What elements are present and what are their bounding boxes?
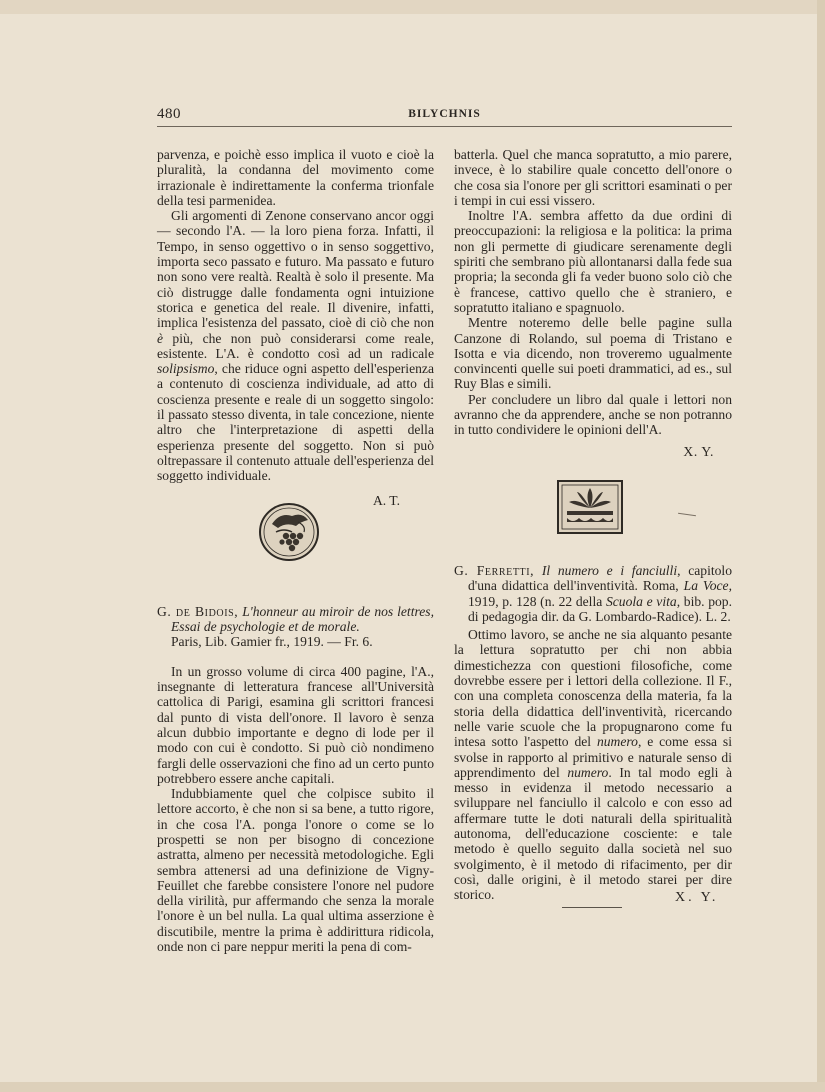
end-signature: X. Y. [675, 890, 719, 905]
paragraph [454, 627, 732, 902]
page-edge-right [817, 0, 825, 1092]
end-rule [562, 907, 622, 908]
italic-word: La Voce [683, 578, 729, 594]
italic-word: numero [596, 734, 638, 750]
palmette-ornament-icon [555, 478, 625, 536]
signature: A. T. [372, 492, 400, 508]
paragraph: batterla. Quel che manca sopratutto, a mio parere, invece, è lo stabilire quale concetto dell'onore o che cosa sia l'onore per gli scrittori esaminati o per i tempi in cui essi vissero. [454, 147, 732, 208]
text-run: Gli argomenti di Zenone conservano ancor oggi — secondo l'A. — la loro piena forza. Infatti, il Tempo, in senso oggettivo o in senso soggettivo, importa seco passato e futuro. Ma passato e futuro non sono vere realtà. Realtà è solo il presente. Ma ciò distrugge dalle fondamenta ogni intuizione storica e genetica del reale. Il divenire, infatti, implica l'esistenza del passato, cioè di ciò che non [157, 208, 434, 331]
grapes-ornament-icon [258, 502, 320, 562]
text-run: , e come essa si svolse in rapporto al primitivo e naturale senso di apprendimento del [454, 734, 732, 780]
review-publisher: Paris, Lib. Gamier fr., 1919. — Fr. 6. [171, 634, 373, 650]
review-title: L'honneur au miroir de nos lettres, Essai de psychologie et de morale. [171, 603, 434, 635]
text-run: più, che non può considerarsi come reale, esistente. L'A. è condotto così ad un radicale [157, 330, 434, 361]
page-number: 480 [157, 106, 181, 122]
italic-word: Scuola e vita [605, 593, 677, 609]
review-citation [157, 604, 434, 650]
page-edge-top [0, 0, 825, 14]
review-author: G. de Bidois, [157, 603, 239, 619]
paragraph: Indubbiamente quel che colpisce subito il lettore accorto, è che non si sa bene, a tutto rigore, in che cosa l'A. ponga l'onore o come se lo prospetti se non per bisogno di concezione astratta, almeno per necessità metodologiche. Egli sembra attenersi ad una definizione de Vigny-Feuillet che farebbe consistere l'onore nel pudore della virilità, pur affermando che senza la morale l'onore è un bel nulla. La qual ultima asserzione è discutibile, mentre la prima è addirittura ridicola, onde non ci pare neppur meriti la pena di com- [157, 786, 434, 955]
review-title: Il numero e i fanciulli [541, 562, 678, 578]
text-run: , capitolo d'una didattica dell'inventività. Roma, [468, 562, 732, 594]
journal-title: BILYCHNIS [408, 108, 481, 120]
paragraph: Inoltre l'A. sembra affetto da due ordini di preoccupazioni: la religiosa e la politica: la prima non gli permette di giudicare serenamente degli spiriti che sembrano più allontanarsi dalla fede sua propria; la seconda gli fa veder buono solo ciò che è francese, cattivo quello che è straniero, e sopratutto italiano e spagnuolo. [454, 208, 732, 315]
running-head [157, 106, 732, 126]
header-rule [157, 126, 732, 127]
signature: X. Y. [683, 443, 714, 459]
page-edge-bottom [0, 1082, 825, 1092]
text-run: . In tal modo egli à messo in evidenza il metodo necessario a sviluppare nel fanciullo il calcolo e con esso ad affermare tutte le doti naturali della spiritualità autonoma, dell'educazione cosciente: e tale metodo è quello seguito dalla società nel suo svolgimento, è il metodo di rifacimento, per dir così, dalle origini, è il metodo starei per dire storico. [454, 764, 732, 903]
text-run: Ottimo lavoro, se anche ne sia alquanto pesante la lettura sopratutto per chi non abbia dimestichezza con questioni filosofiche, come dovrebbe essere per i lettori della collezione. Il F., con una completa conoscenza della materia, fa la storia della didattica dell'inventività, ricercando nelle varie scuole che la propugnarono come fu intesa sotto l'aspetto del [454, 627, 732, 750]
italic-word: è [157, 330, 164, 346]
italic-word: numero [567, 764, 609, 780]
text-run: , bib. pop. di pedagogia dir. da G. Lombardo-Radice). L. 2. [468, 593, 733, 624]
paragraph [157, 208, 434, 483]
paragraph: Mentre noteremo delle belle pagine sulla Canzone di Rolando, sul poema di Tristano e Isotta e via dicendo, non troveremo ugualmente convincenti quelle sui poeti drammatici, ad es., sul Ruy Blas e simili. [454, 315, 732, 392]
paragraph: Per concludere un libro dal quale i lettori non avranno che da apprendere, anche se non potranno in tutto condividere le opinioni dell'A. [454, 391, 732, 438]
text-run: , 1919, p. 128 (n. 22 della [468, 578, 732, 609]
review-author: G. Ferretti, [454, 562, 535, 578]
paragraph: In un grosso volume di circa 400 pagine, l'A., insegnante di letteratura francese all'Università cattolica di Parigi, esamina gli scrittori francesi dal punto di vista dell'onore. Il lavoro è senza alcun dubbio importante e degno di lode per il modo con cui è condotto. Si può ciò nondimeno fargli delle osservazioni che fino ad un certo punto potrebbero essere anche capitali. [157, 663, 434, 786]
text-run: , che riduce ogni aspetto dell'esperienza a contenuto di coscienza individuale, ad atto di coscienza presente e reale di un soggetto singolo: il passato stesso diventa, in tale concezione, niente altro che l'interpretazione di aspetti della esperienza presente del soggetto. Non si può oltrepassare il contenuto attuale dell'esperienza del soggetto individuale. [157, 361, 434, 484]
review-citation [454, 563, 732, 624]
italic-word: solipsismo [157, 361, 215, 377]
paragraph: parvenza, e poichè esso implica il vuoto e cioè la pluralità, la condanna del movimento come irrazionale è indirettamente la conferma trionfale della tesi parmenidea. [157, 147, 434, 208]
